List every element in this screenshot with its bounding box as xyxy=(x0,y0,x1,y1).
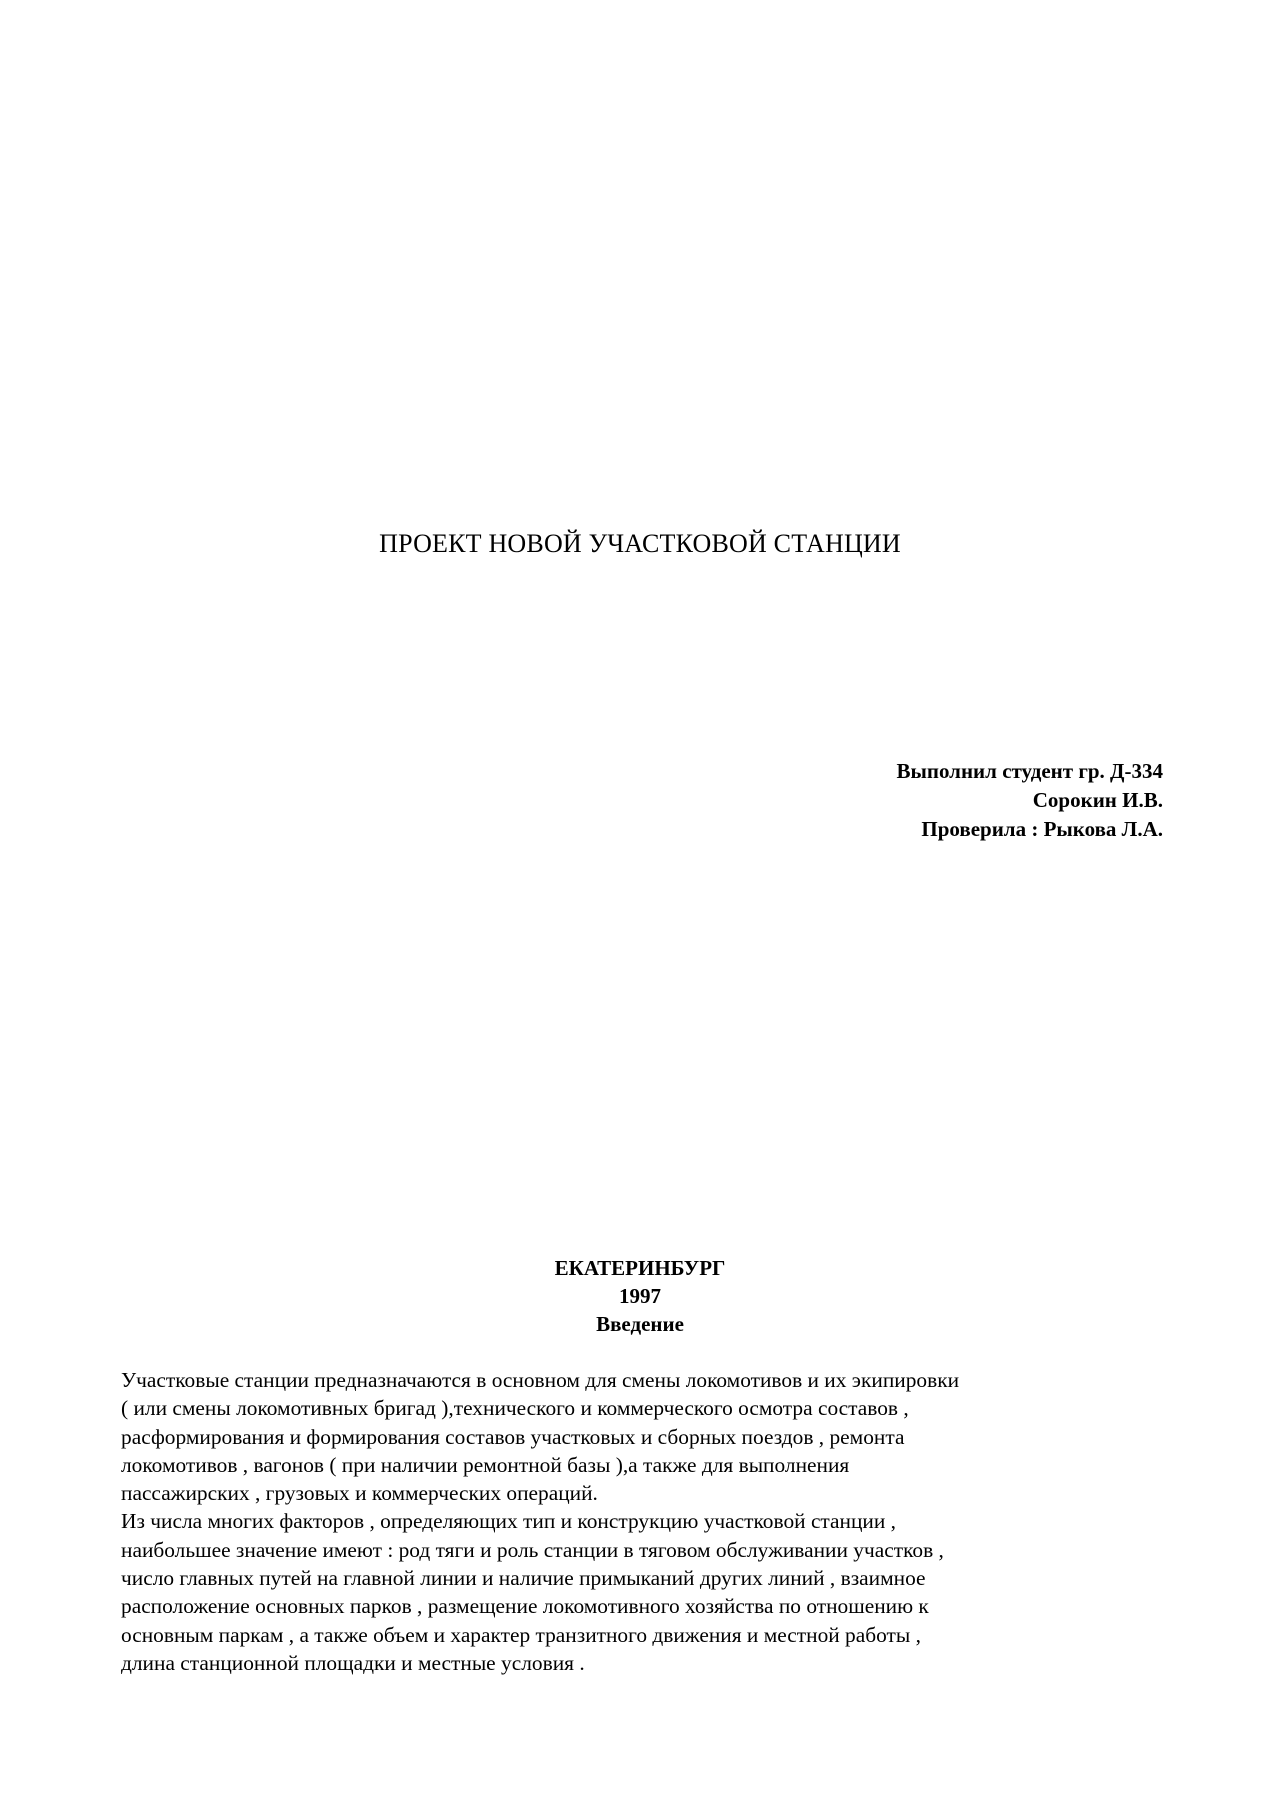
document-title: ПРОЕКТ НОВОЙ УЧАСТКОВОЙ СТАНЦИИ xyxy=(379,529,901,558)
checked-by-line: Проверила : Рыкова Л.А. xyxy=(921,817,1163,841)
text-line: Участковые станции предназначаются в основном для смены локомотивов и их экипировки xyxy=(121,1368,960,1392)
text-line: пассажирских , грузовых и коммерческих операций. xyxy=(121,1481,598,1506)
text-line: число главных путей на главной линии и наличие примыканий других линий , взаимное xyxy=(121,1566,926,1591)
text-line: расформирования и формирования составов участковых и сборных поездов , ремонта xyxy=(121,1424,905,1449)
text-line: локомотивов , вагонов ( при наличии ремонтной базы ),а также для выполнения xyxy=(121,1452,850,1477)
introduction-paragraph xyxy=(121,1366,1181,1677)
text-line: Из числа многих факторов , определяющих тип и конструкцию участковой станции , xyxy=(121,1509,897,1534)
performed-by-line: Выполнил студент гр. Д-334 xyxy=(896,759,1163,783)
text-line: основным паркам , а также объем и характер транзитного движения и местной работы , xyxy=(121,1622,921,1647)
signature-block xyxy=(896,757,1163,844)
text-line: расположение основных парков , размещение локомотивного хозяйства по отношению к xyxy=(121,1594,929,1619)
title-page-footer xyxy=(0,1254,1280,1338)
introduction-heading: Введение xyxy=(596,1312,684,1336)
text-line: наибольшее значение имеют : род тяги и роль станции в тяговом обслуживании участков , xyxy=(121,1537,944,1562)
student-name-line: Сорокин И.В. xyxy=(1032,788,1163,812)
text-line: ( или смены локомотивных бригад ),технического и коммерческого осмотра составов , xyxy=(121,1396,909,1421)
text-line: длина станционной площадки и местные условия . xyxy=(121,1650,585,1675)
year-label: 1997 xyxy=(619,1284,661,1308)
city-label: ЕКАТЕРИНБУРГ xyxy=(554,1256,726,1280)
